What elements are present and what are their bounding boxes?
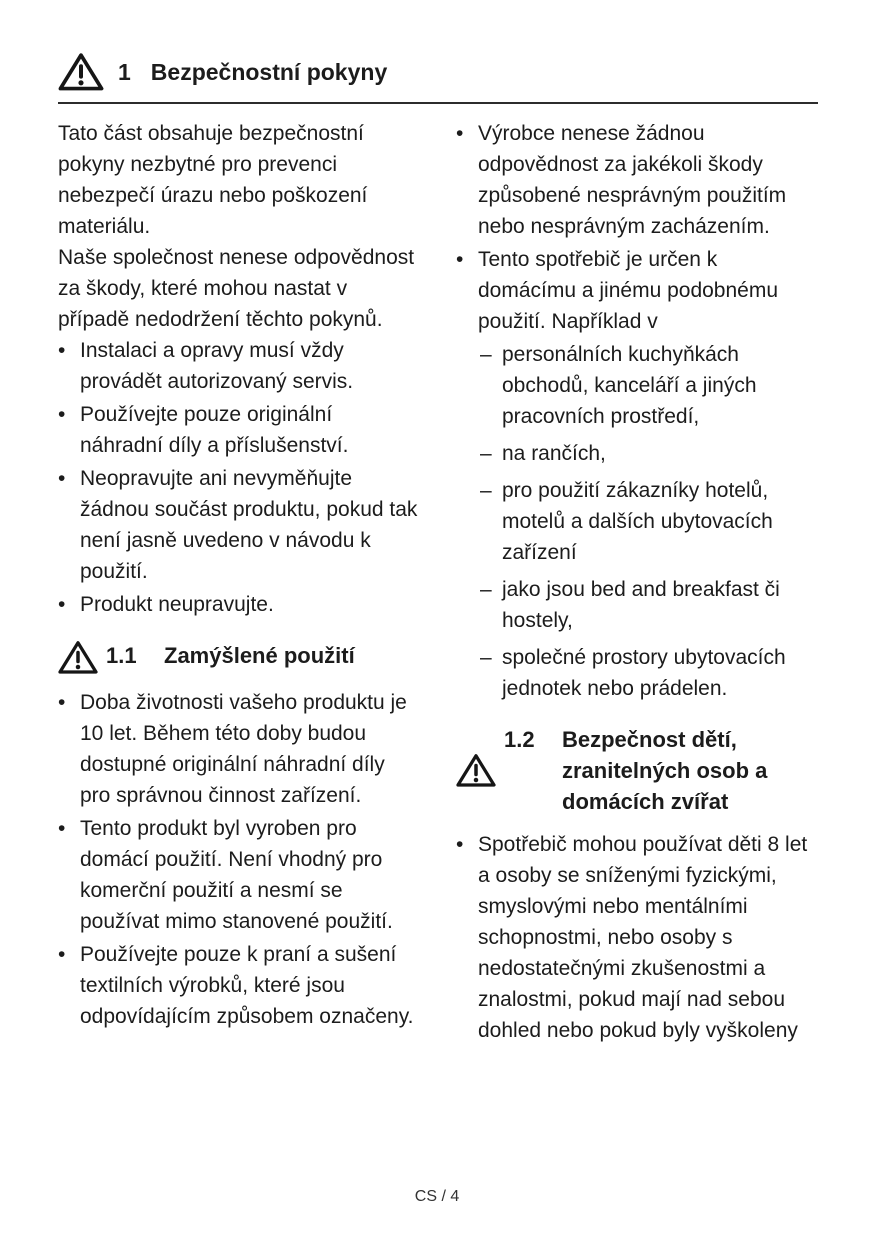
bullet-item [456, 829, 818, 1046]
subsection-heading [58, 640, 420, 675]
paragraph: Tato část obsahuje bezpečnostní pokyny nezbytné pro prevenci nebezpečí úrazu nebo poškození materiálu. [58, 122, 368, 238]
item-text: Doba životnosti vašeho produktu je 10 let. Během této doby budou dostupné originální náhradní díly pro správnou činnost zařízení. [80, 691, 407, 807]
dash-item [480, 574, 818, 636]
item-text: společné prostory ubytovacích jednotek nebo prádelen. [502, 646, 786, 700]
dash-marker: – [480, 442, 492, 465]
warning-icon [58, 640, 98, 675]
bullet-marker: • [456, 248, 464, 271]
item-text: pro použití zákazníky hotelů, motelů a dalších ubytovacích zařízení [502, 479, 773, 564]
paragraph: Naše společnost nenese odpovědnost za škody, které mohou nastat v případě nedodržení těchto pokynů. [58, 246, 415, 331]
item-text: Tento produkt byl vyroben pro domácí použití. Není vhodný pro komerční použití a nesmí se používat mimo stanovené použití. [80, 817, 393, 933]
bullet-marker: • [58, 403, 66, 426]
bullet-item [58, 463, 420, 587]
heading-number: 1.2 [504, 727, 535, 752]
section-title: Bezpečnostní pokyny [150, 58, 388, 85]
dash-marker: – [480, 646, 492, 669]
item-text: Neopravujte ani nevyměňujte žádnou součást produktu, pokud tak není jasně uvedeno v návodu k použití. [80, 467, 418, 583]
section-1-header [58, 52, 818, 104]
dash-marker: – [480, 479, 492, 502]
bullet-item [58, 399, 420, 461]
bullet-marker: • [456, 833, 464, 856]
warning-icon [456, 753, 496, 788]
item-text: Spotřebič mohou používat děti 8 let a osoby se sníženými fyzickými, smyslovými nebo mentálními schopnostmi, nebo osoby s nedostatečnými zkušenostmi a znalostmi, pokud mají nad sebou dohled nebo pokud byly vyškoleny [478, 833, 808, 1042]
bullet-item [58, 813, 420, 937]
warning-icon [58, 52, 104, 92]
bullet-marker: • [58, 817, 66, 840]
heading-title: Bezpečnost dětí, zranitelných osob a domácích zvířat [562, 727, 768, 814]
item-text: Výrobce nenese žádnou odpovědnost za jakékoli škody způsobené nesprávným použitím nebo nesprávným zacházením. [478, 122, 787, 238]
item-text: Produkt neupravujte. [80, 593, 274, 616]
item-text: personálních kuchyňkách obchodů, kanceláří a jiných pracovních prostředí, [502, 343, 757, 428]
bullet-marker: • [58, 943, 66, 966]
dash-item [480, 438, 818, 469]
item-text: Tento spotřebič je určen k domácímu a jinému podobnému použití. Například v [478, 248, 779, 333]
bullet-marker: • [58, 691, 66, 714]
dash-marker: – [480, 578, 492, 601]
bullet-item [456, 118, 818, 242]
bullet-marker: • [456, 122, 464, 145]
bullet-item [456, 244, 818, 337]
dash-item [480, 642, 818, 704]
page-footer: CS / 4 [414, 1188, 460, 1205]
bullet-item [58, 687, 420, 811]
left-column [58, 118, 420, 1048]
bullet-item [58, 939, 420, 1032]
section-number: 1 [118, 58, 131, 85]
subsection-heading [456, 724, 818, 817]
item-text: Instalaci a opravy musí vždy provádět autorizovaný servis. [80, 339, 354, 393]
heading-number: 1.1 [106, 643, 137, 668]
dash-item [480, 475, 818, 568]
item-text: Používejte pouze originální náhradní díly a příslušenství. [80, 403, 349, 457]
bullet-item [58, 335, 420, 397]
heading-title: Zamýšlené použití [164, 643, 355, 668]
item-text: na rančích, [502, 442, 606, 465]
item-text: Používejte pouze k praní a sušení textilních výrobků, které jsou odpovídajícím způsobem označeny. [80, 943, 414, 1028]
two-column-body [58, 118, 818, 1048]
bullet-marker: • [58, 339, 66, 362]
dash-marker: – [480, 343, 492, 366]
bullet-item [58, 589, 420, 620]
bullet-marker: • [58, 467, 66, 490]
right-column [456, 118, 818, 1048]
bullet-marker: • [58, 593, 66, 616]
dash-item [480, 339, 818, 432]
item-text: jako jsou bed and breakfast či hostely, [502, 578, 780, 632]
